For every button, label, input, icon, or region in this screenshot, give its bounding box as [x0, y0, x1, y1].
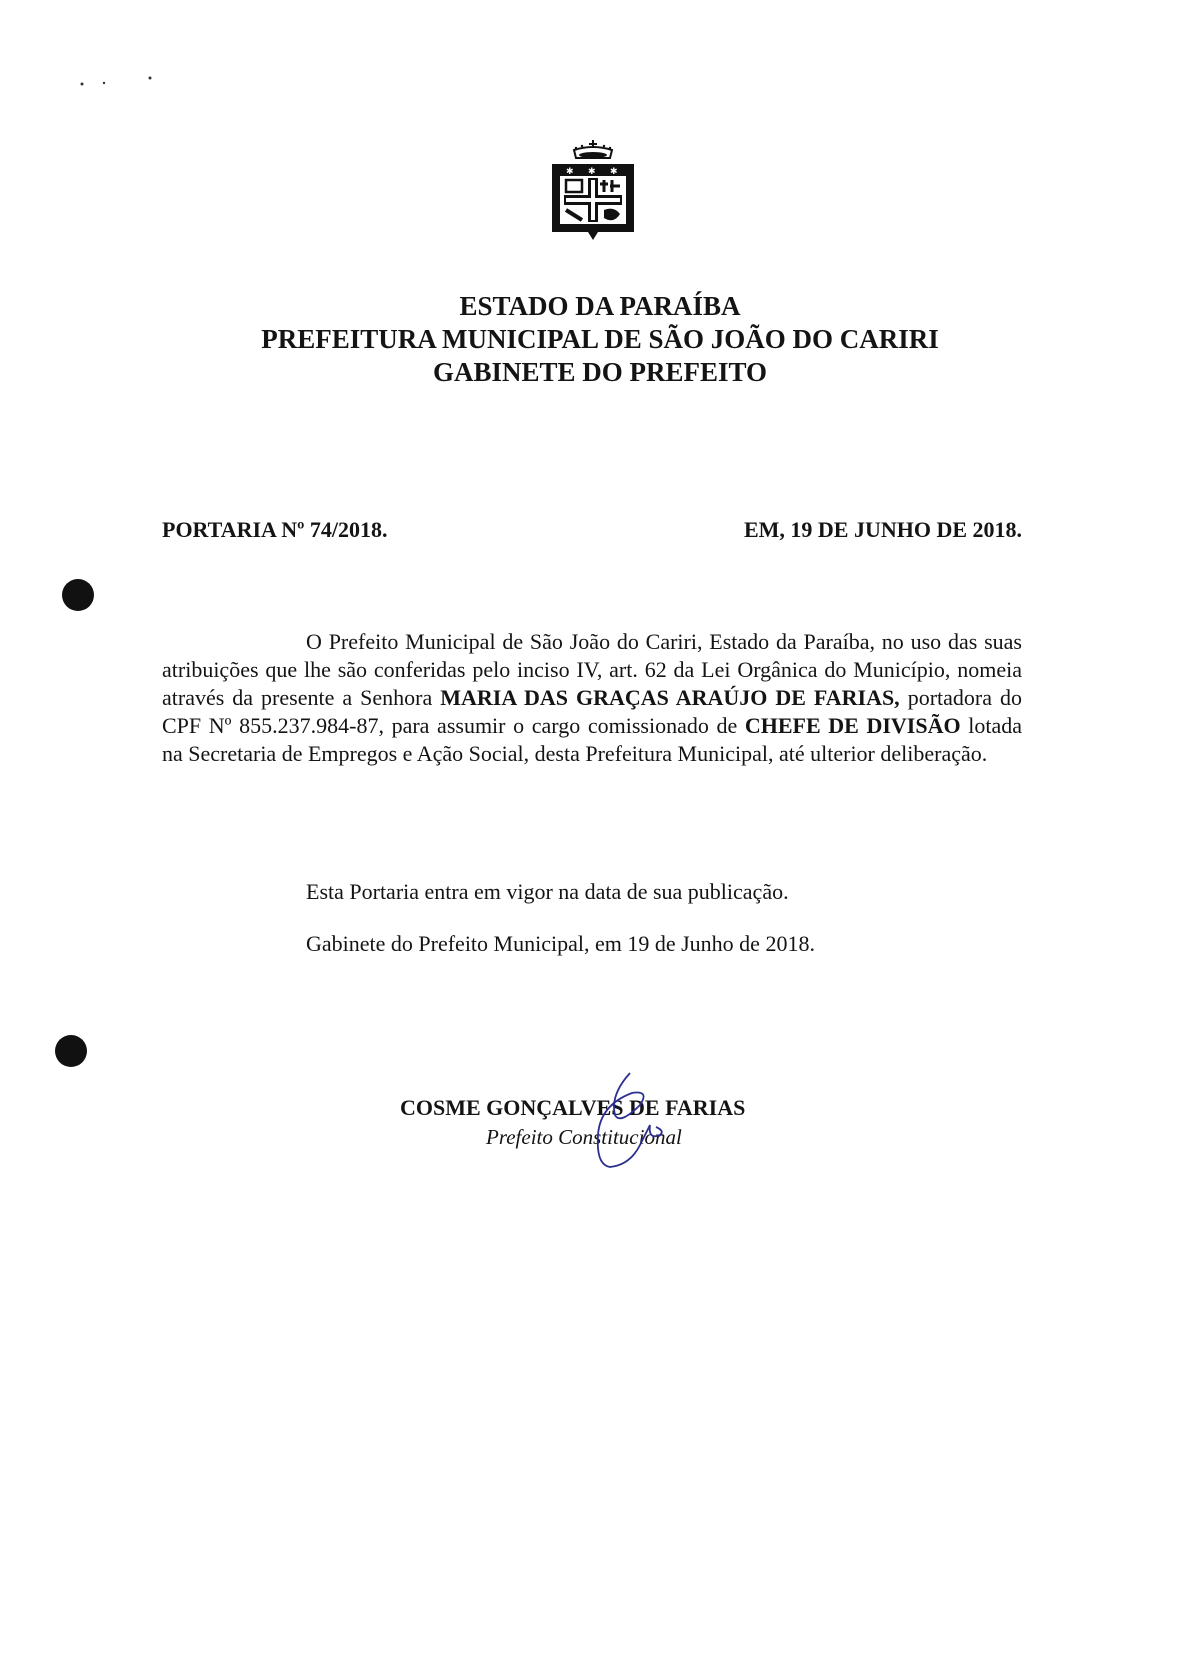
portaria-date: EM, 19 DE JUNHO DE 2018.	[743, 517, 1022, 542]
signatory-name: COSME GONÇALVES DE FARIAS	[400, 1095, 746, 1120]
appointment-paragraph	[162, 628, 1022, 768]
svg-text:✱: ✱	[588, 167, 596, 177]
document-header	[0, 290, 1200, 389]
issue-place-date: Gabinete do Prefeito Municipal, em 19 de Junho de 2018.	[306, 931, 815, 956]
svg-text:✱: ✱	[566, 167, 574, 177]
header-office: GABINETE DO PREFEITO	[432, 357, 768, 387]
signatory-title: Prefeito Constitucional	[486, 1125, 682, 1149]
punch-hole-icon	[62, 579, 94, 611]
handwritten-signature	[570, 1065, 680, 1175]
scan-specks	[78, 72, 168, 92]
appointed-role: CHEFE DE DIVISÃO	[744, 713, 961, 738]
portaria-number: PORTARIA Nº 74/2018.	[162, 517, 388, 542]
paragraph-text-b: portadora do CPF Nº 855.237.984-87, para assumir o cargo comissionado de	[162, 685, 1022, 738]
appointee-name: MARIA DAS GRAÇAS ARAÚJO DE FARIAS,	[440, 685, 900, 710]
paragraph-text-a: O Prefeito Municipal de São João do Cariri, Estado da Paraíba, no uso das suas atribuições que lhe são conferidas pelo inciso IV, art. 62 da Lei Orgânica do Município, nomeia através da presente a Senhora	[162, 629, 1022, 710]
svg-text:✱: ✱	[610, 167, 618, 177]
header-state: ESTADO DA PARAÍBA	[459, 291, 741, 321]
effective-date-statement: Esta Portaria entra em vigor na data de sua publicação.	[306, 879, 789, 904]
coat-of-arms-icon	[548, 140, 638, 250]
paragraph-text-c: lotada na Secretaria de Empregos e Ação Social, desta Prefeitura Municipal, até ulterior deliberação.	[162, 713, 1022, 766]
punch-hole-icon	[55, 1035, 87, 1067]
header-municipality: PREFEITURA MUNICIPAL DE SÃO JOÃO DO CARIRI	[261, 324, 939, 354]
